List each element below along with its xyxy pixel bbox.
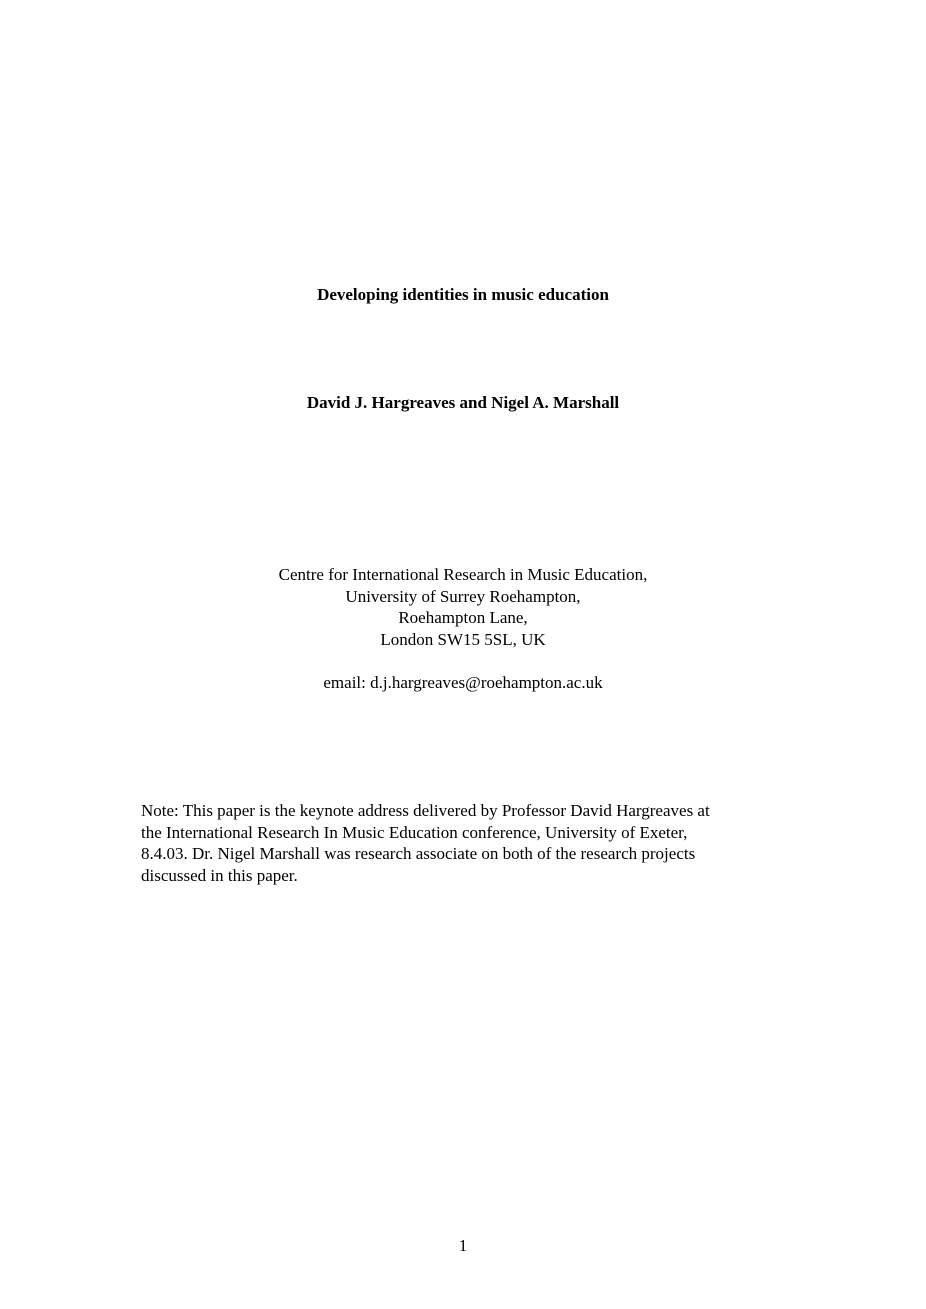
note-line: discussed in this paper. [141,866,298,886]
affiliation-line: Centre for International Research in Music Education, [278,565,648,584]
note-line: 8.4.03. Dr. Nigel Marshall was research associate on both of the research projects [141,844,696,864]
note-paragraph [141,800,801,887]
affiliation-line: University of Surrey Roehampton, [345,586,581,606]
note-line: Note: This paper is the keynote address delivered by Professor David Hargreaves at [141,801,710,820]
affiliation-line: Roehampton Lane, [398,608,528,627]
author-line: David J. Hargreaves and Nigel A. Marshall [306,393,620,412]
affiliation-line: London SW15 5SL, UK [380,629,546,649]
contact-email: email: d.j.hargreaves@roehampton.ac.uk [323,673,603,692]
paper-title: Developing identities in music education [317,285,609,304]
affiliation-block [0,564,926,650]
page-number: 1 [458,1236,468,1255]
note-line: the International Research In Music Education conference, University of Exeter, [141,822,688,842]
